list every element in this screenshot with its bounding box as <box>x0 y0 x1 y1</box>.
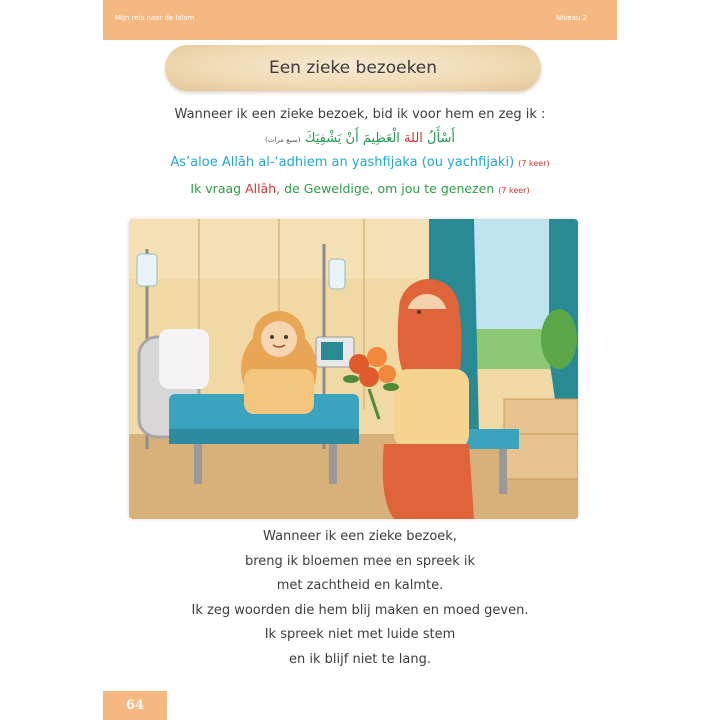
intro-text: Wanneer ik een zieke bezoek, bid ik voor hem en zeg ik : <box>174 107 546 122</box>
title-banner <box>165 45 541 91</box>
poem <box>103 525 617 672</box>
translation-allah: Allāh <box>245 181 277 196</box>
page-title: Een zieke bezoeken <box>268 58 438 78</box>
arabic-dua <box>103 131 617 146</box>
transliteration-repeat-note: (7 keer) <box>518 159 550 168</box>
hospital-visit-illustration <box>129 219 578 519</box>
translation-part1: Ik vraag <box>190 181 246 196</box>
transliteration-text: As’aloe Allāh al-‘adhiem an yashfijaka (ou yachfijaki) <box>170 155 515 170</box>
arabic-repeat-note: (سبع مرات) <box>265 136 301 144</box>
poem-line: breng ik bloemen mee en spreek ik <box>244 553 476 569</box>
level-label: Niveau 2 <box>555 14 587 22</box>
page-margin <box>0 0 103 720</box>
page-header <box>103 0 617 40</box>
poem-line: met zachtheid en kalmte. <box>276 578 444 593</box>
arabic-allah: اللهَ <box>404 131 423 146</box>
poem-line: Ik spreek niet met luide stem <box>264 627 456 642</box>
arabic-part1: أَسْأَلُ <box>422 131 455 146</box>
poem-line: en ik blijf niet te lang. <box>289 651 431 667</box>
translation <box>103 181 617 196</box>
transliteration <box>103 155 617 170</box>
page-number: 64 <box>125 698 145 713</box>
translation-repeat-note: (7 keer) <box>498 186 530 195</box>
poem-line: Wanneer ik een zieke bezoek, <box>263 529 457 544</box>
translation-part2: , de Geweldige, om jou te genezen <box>276 181 495 196</box>
arabic-part2: الْعَظِيمَ أَنْ يَشْفِيَكَ <box>304 131 405 146</box>
book-title: Mijn reis naar de Islam <box>115 14 195 22</box>
page-number-box <box>103 691 167 720</box>
poem-line: Ik zeg woorden die hem blij maken en moed geven. <box>191 602 529 618</box>
